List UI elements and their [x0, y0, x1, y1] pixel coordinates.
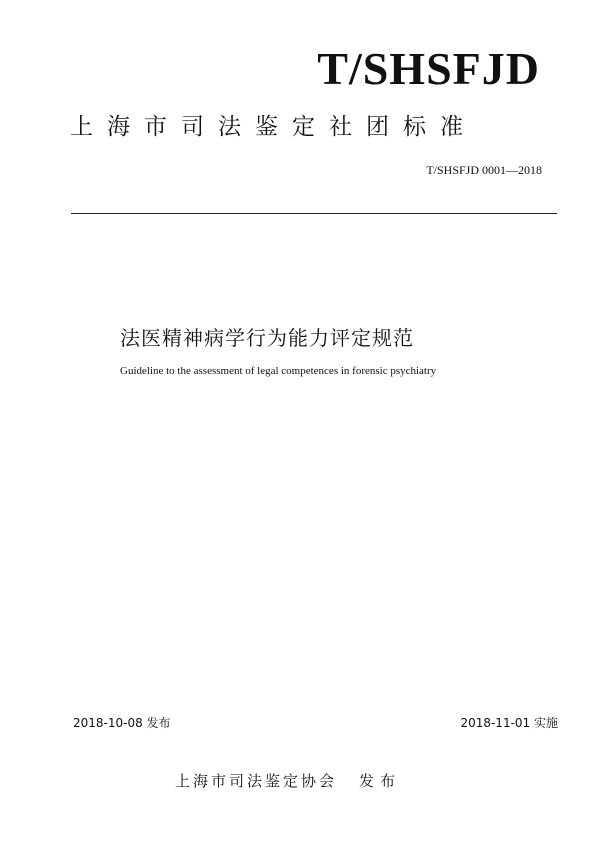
publisher-line: [175, 774, 401, 789]
header-divider: [71, 213, 557, 214]
standard-number: T/SHSFJD 0001—2018: [426, 163, 542, 177]
publish-label: 发布: [359, 772, 402, 790]
publisher-name: 上海市司法鉴定协会: [175, 772, 338, 790]
issue-date: 2018-10-08 发布: [73, 716, 171, 730]
document-title-english: Guideline to the assessment of legal competences in forensic psychiatry: [120, 365, 437, 377]
standard-code: T/SHSFJD: [317, 43, 540, 94]
standard-type: 上海市司法鉴定社团标准: [70, 114, 477, 140]
effective-date: 2018-11-01 实施: [460, 716, 558, 730]
document-title-chinese: 法医精神病学行为能力评定规范: [120, 326, 414, 350]
